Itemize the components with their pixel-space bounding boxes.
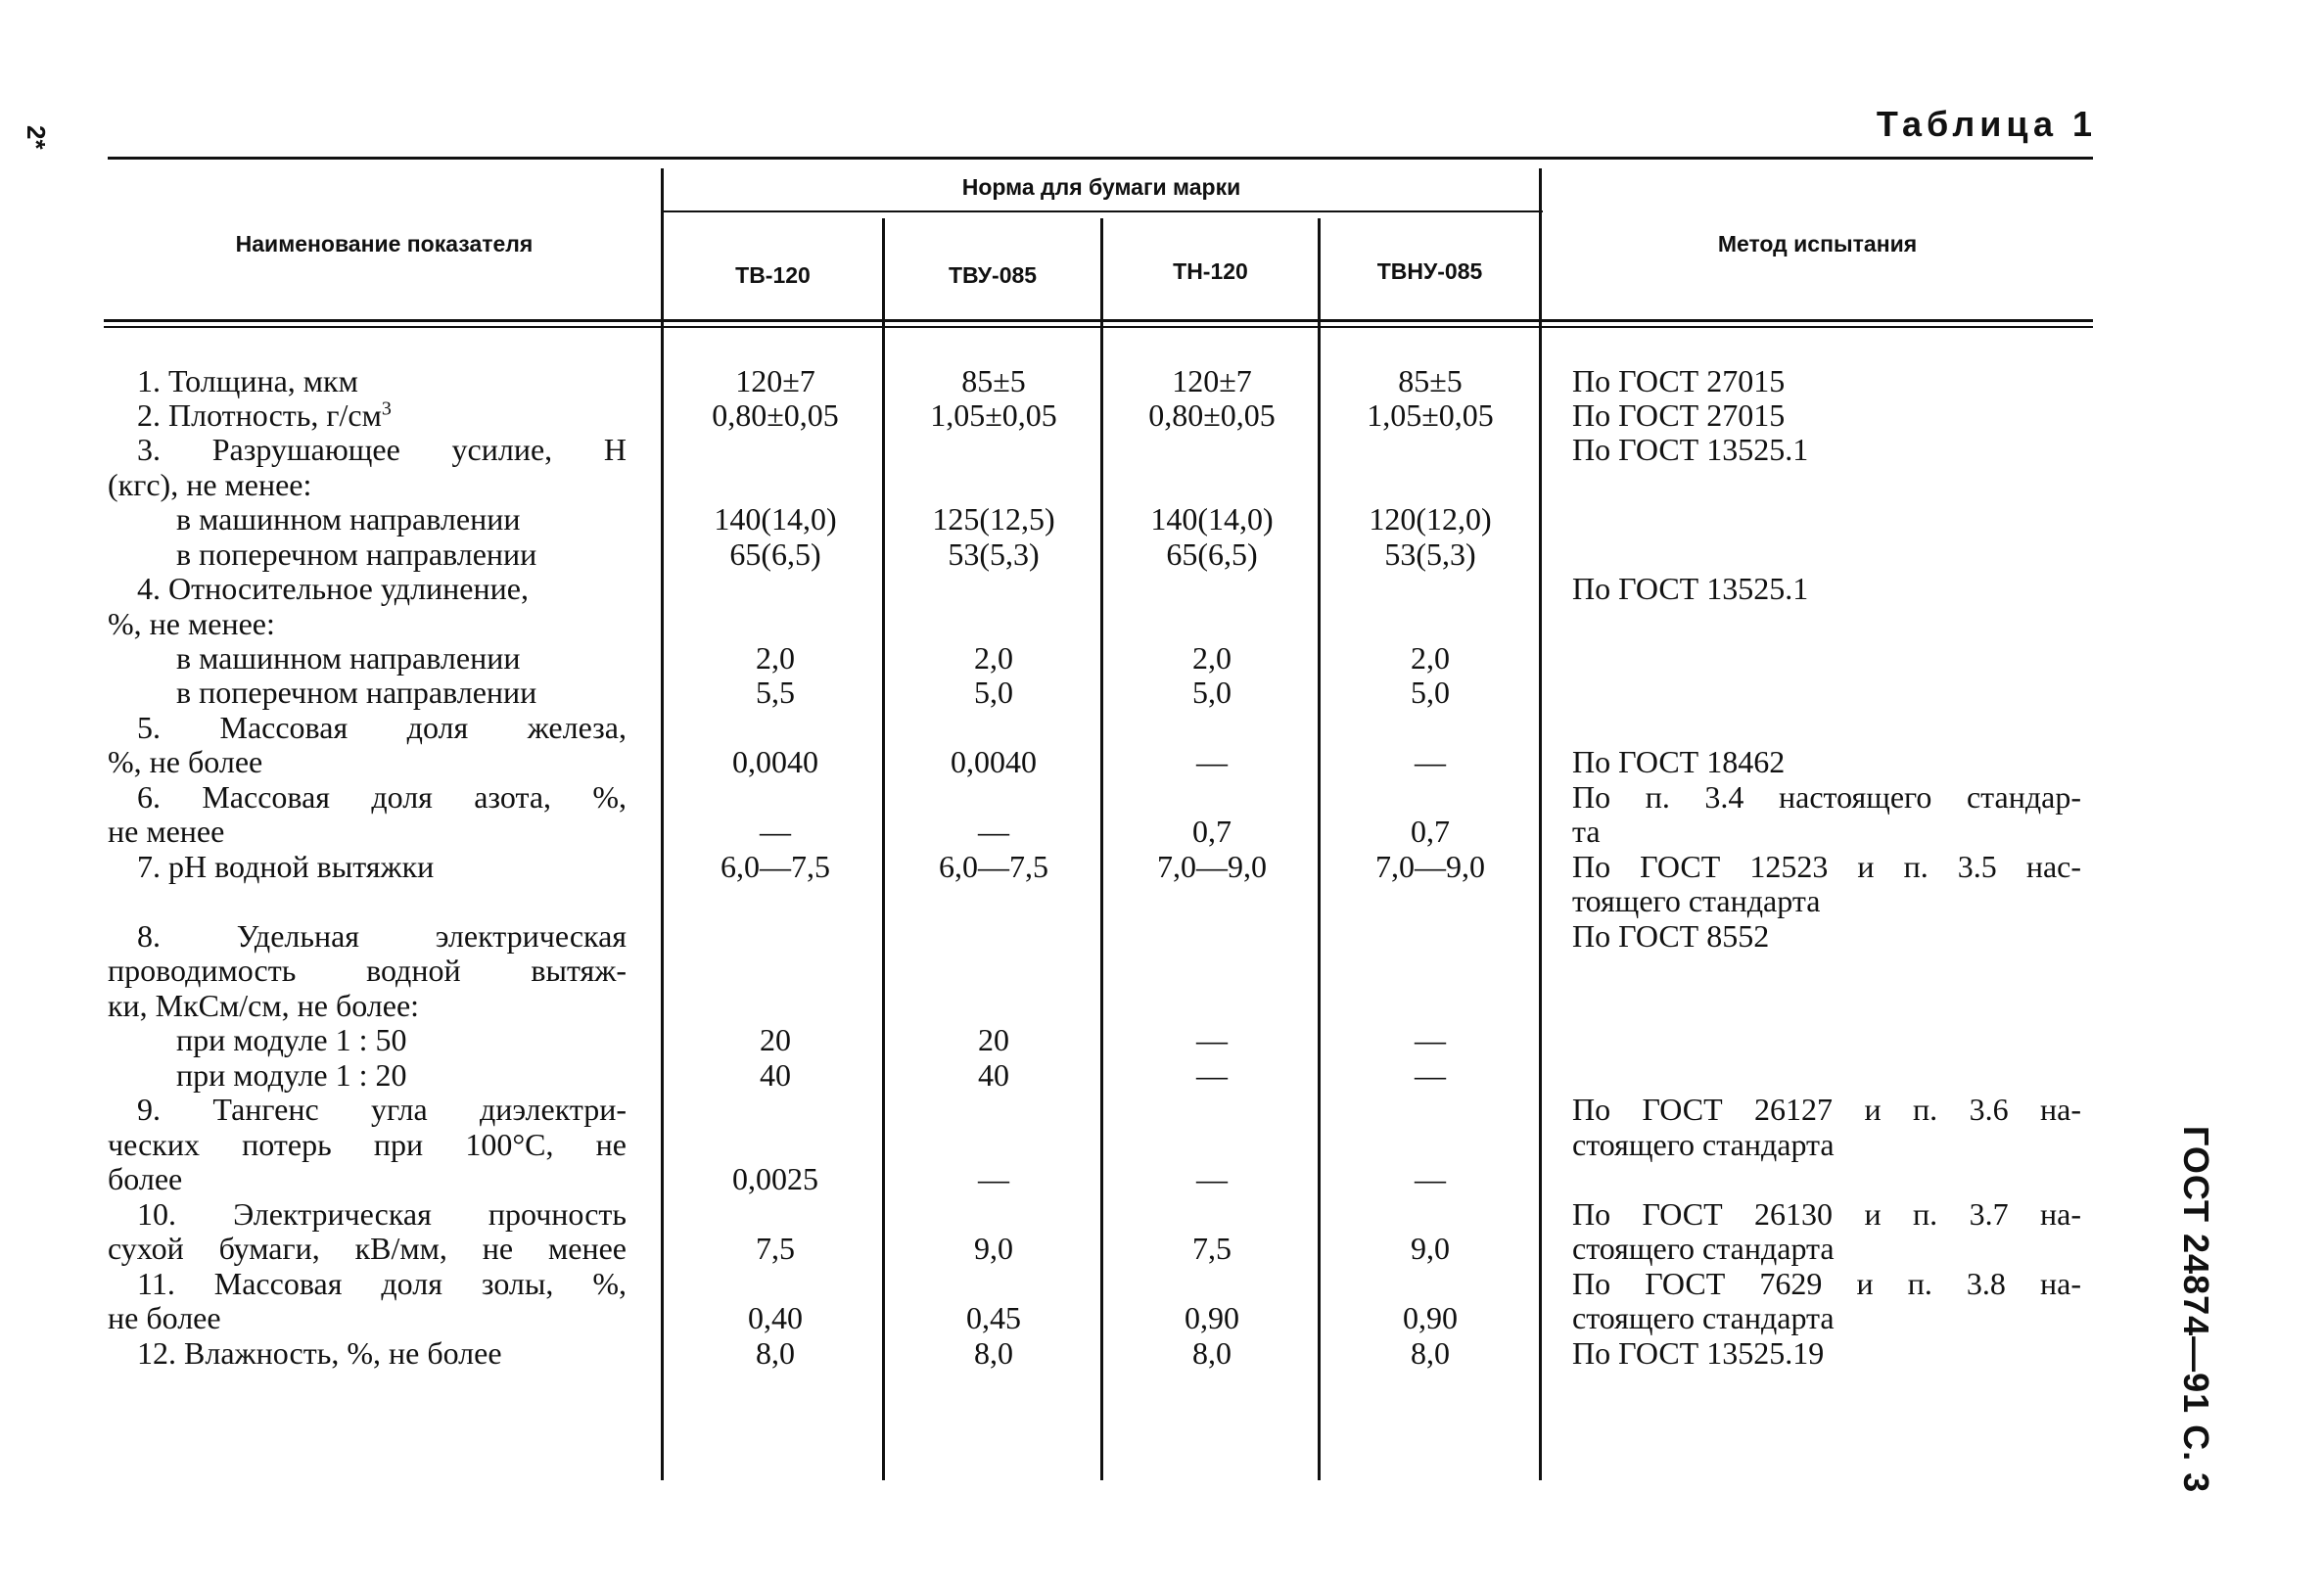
indicator-name: 9. Тангенс угла диэлектри- [137,1092,627,1127]
indicator-name: 11. Массовая доля золы, %, [137,1266,627,1301]
table-row [0,1058,2324,1092]
norm-value-1: — [760,814,791,849]
header-grade-3: ТН-120 [1173,258,1248,284]
norm-value-2: 125(12,5) [932,501,1055,536]
test-method: По ГОСТ 27015 [1572,397,1786,433]
table-row [0,780,2324,814]
table-row [0,572,2324,605]
table-row [0,1128,2324,1161]
test-method: По п. 3.4 настоящего стандар- [1572,779,2081,815]
norm-value-3: 8,0 [1192,1335,1232,1371]
table-row [0,433,2324,466]
norm-value-3: 2,0 [1192,640,1232,676]
norm-value-4: — [1415,744,1446,779]
test-method: стоящего стандарта [1572,1300,1835,1335]
indicator-name: в машинном направлении [176,501,521,536]
norm-value-1: 6,0—7,5 [720,849,830,884]
sheet-mark: 2* [22,125,51,150]
table-title: Таблица 1 [1876,104,2097,144]
table-row [0,850,2324,883]
norm-value-1: 0,0040 [732,744,818,779]
test-method: стоящего стандарта [1572,1231,1835,1266]
test-method: По ГОСТ 7629 и п. 3.8 на- [1572,1266,2081,1301]
indicator-name: ки, МкСм/см, не более: [108,988,420,1023]
norm-value-1: 20 [760,1022,791,1057]
norm-value-4: 0,7 [1411,814,1450,849]
norm-value-3: 7,5 [1192,1231,1232,1266]
table-row [0,815,2324,848]
unit-superscript: 3 [381,397,392,420]
norm-value-1: 8,0 [756,1335,795,1371]
norm-value-2: 2,0 [974,640,1013,676]
norm-value-3: 7,0—9,0 [1157,849,1267,884]
norm-value-2: 40 [978,1057,1009,1093]
table-row [0,1301,2324,1334]
table-row [0,1267,2324,1300]
table-row [0,884,2324,917]
indicator-name: не менее [108,814,225,849]
norm-value-1: 120±7 [735,363,815,398]
indicator-name: 12. Влажность, %, не более [137,1335,502,1371]
table-row [0,711,2324,744]
indicator-name: (кгс), не менее: [108,467,312,502]
indicator-name: 4. Относительное удлинение, [137,571,529,606]
table-row [0,364,2324,397]
table-row [0,1197,2324,1231]
norm-value-4: 120(12,0) [1369,501,1492,536]
indicator-name: сухой бумаги, кВ/мм, не менее [108,1231,627,1266]
table-row [0,641,2324,675]
indicator-name: 5. Массовая доля железа, [137,710,627,745]
header-method: Метод испытания [1717,231,1918,257]
norm-value-1: 7,5 [756,1231,795,1266]
norm-value-4: 85±5 [1398,363,1463,398]
table-row [0,676,2324,709]
indicator-name: проводимость водной вытяж- [108,953,627,988]
norm-value-2: 0,45 [966,1300,1021,1335]
norm-value-1: 65(6,5) [729,536,821,572]
table-row [0,745,2324,778]
test-method: тоящего стандарта [1572,883,1821,918]
test-method: По ГОСТ 13525.19 [1572,1335,1825,1371]
indicator-name: 2. Плотность, $г/см^3$ [137,397,392,433]
table-row [0,502,2324,536]
norm-value-3: — [1196,744,1228,779]
norm-value-1: 140(14,0) [714,501,837,536]
norm-value-3: — [1196,1022,1228,1057]
table-row [0,607,2324,640]
header-grade-4: ТВНУ-085 [1376,258,1483,284]
test-method: По ГОСТ 26130 и п. 3.7 на- [1572,1196,2081,1232]
indicator-name: не более [108,1300,221,1335]
indicator-name: более [108,1161,183,1196]
norm-value-3: 0,80±0,05 [1148,397,1276,433]
indicator-name: в поперечном направлении [176,675,537,710]
table-row [0,989,2324,1022]
norm-value-1: 40 [760,1057,791,1093]
header-bottom-rule-2 [104,326,2093,328]
norm-value-1: 0,40 [748,1300,803,1335]
indicator-name: %, не более [108,744,263,779]
table-row [0,468,2324,501]
indicator-name: 10. Электрическая прочность [137,1196,627,1232]
indicator-name: 6. Массовая доля азота, %, [137,779,627,815]
norm-value-1: 0,0025 [732,1161,818,1196]
norm-value-4: 8,0 [1411,1335,1450,1371]
indicator-name: ческих потерь при 100°С, не [108,1127,627,1162]
norm-value-4: — [1415,1022,1446,1057]
table-row [0,1336,2324,1370]
norm-value-2: — [978,1161,1009,1196]
norm-value-2: 20 [978,1022,1009,1057]
norm-value-1: 2,0 [756,640,795,676]
norm-value-4: 53(5,3) [1384,536,1476,572]
norm-value-4: — [1415,1161,1446,1196]
norm-value-3: 5,0 [1192,675,1232,710]
table-top-rule [108,157,2093,160]
header-norms-group: Норма для бумаги марки [961,174,1241,200]
indicator-name: при модуле 1 : 20 [176,1057,407,1093]
norm-value-3: 120±7 [1172,363,1252,398]
norm-value-3: 0,90 [1185,1300,1239,1335]
norm-value-2: 0,0040 [951,744,1037,779]
header-grade-1: ТВ-120 [735,262,811,288]
indicator-name: в поперечном направлении [176,536,537,572]
norm-value-3: 0,7 [1192,814,1232,849]
test-method: По ГОСТ 27015 [1572,363,1786,398]
norm-value-3: 65(6,5) [1166,536,1258,572]
header-indicator: Наименование показателя [235,231,534,257]
table-row [0,919,2324,953]
norm-value-3: 140(14,0) [1150,501,1274,536]
norm-value-2: 5,0 [974,675,1013,710]
table-row [0,1232,2324,1265]
norm-value-1: 0,80±0,05 [712,397,839,433]
norm-value-3: — [1196,1161,1228,1196]
norm-value-2: — [978,814,1009,849]
indicator-name: в машинном направлении [176,640,521,676]
norm-value-4: 0,90 [1403,1300,1458,1335]
test-method: По ГОСТ 13525.1 [1572,432,1809,467]
norm-value-2: 8,0 [974,1335,1013,1371]
norm-value-2: 53(5,3) [948,536,1040,572]
indicator-name: 3. Разрушающее усилие, Н [137,432,627,467]
norm-value-2: 6,0—7,5 [939,849,1048,884]
norm-value-2: 1,05±0,05 [930,397,1057,433]
indicator-name: при модуле 1 : 50 [176,1022,407,1057]
indicator-name: 1. Толщина, мкм [137,363,358,398]
norm-value-2: 9,0 [974,1231,1013,1266]
test-method: По ГОСТ 12523 и п. 3.5 нас- [1572,849,2081,884]
header-grade-2: ТВУ-085 [948,262,1038,288]
norm-value-4: 7,0—9,0 [1375,849,1485,884]
table-row [0,954,2324,987]
norm-value-4: 1,05±0,05 [1367,397,1494,433]
test-method: По ГОСТ 8552 [1572,918,1770,954]
table-row [0,1023,2324,1056]
indicator-name: 7. pH водной вытяжки [137,849,435,884]
table-row [0,537,2324,571]
norm-value-1: 5,5 [756,675,795,710]
grade-header-rule [662,210,1543,212]
side-reference: ГОСТ 24874—91 С. 3 [2176,1126,2216,1494]
norm-value-2: 85±5 [961,363,1026,398]
test-method: По ГОСТ 26127 и п. 3.6 на- [1572,1092,2081,1127]
norm-value-3: — [1196,1057,1228,1093]
norm-value-4: — [1415,1057,1446,1093]
header-bottom-rule-1 [104,319,2093,322]
test-method: По ГОСТ 13525.1 [1572,571,1809,606]
table-row [0,1162,2324,1195]
indicator-name: 8. Удельная электрическая [137,918,627,954]
norm-value-4: 9,0 [1411,1231,1450,1266]
indicator-name: %, не менее: [108,606,275,641]
test-method: По ГОСТ 18462 [1572,744,1786,779]
test-method: стоящего стандарта [1572,1127,1835,1162]
table-row [0,398,2324,432]
norm-value-4: 5,0 [1411,675,1450,710]
test-method: та [1572,814,1601,849]
table-row [0,1093,2324,1126]
norm-value-4: 2,0 [1411,640,1450,676]
